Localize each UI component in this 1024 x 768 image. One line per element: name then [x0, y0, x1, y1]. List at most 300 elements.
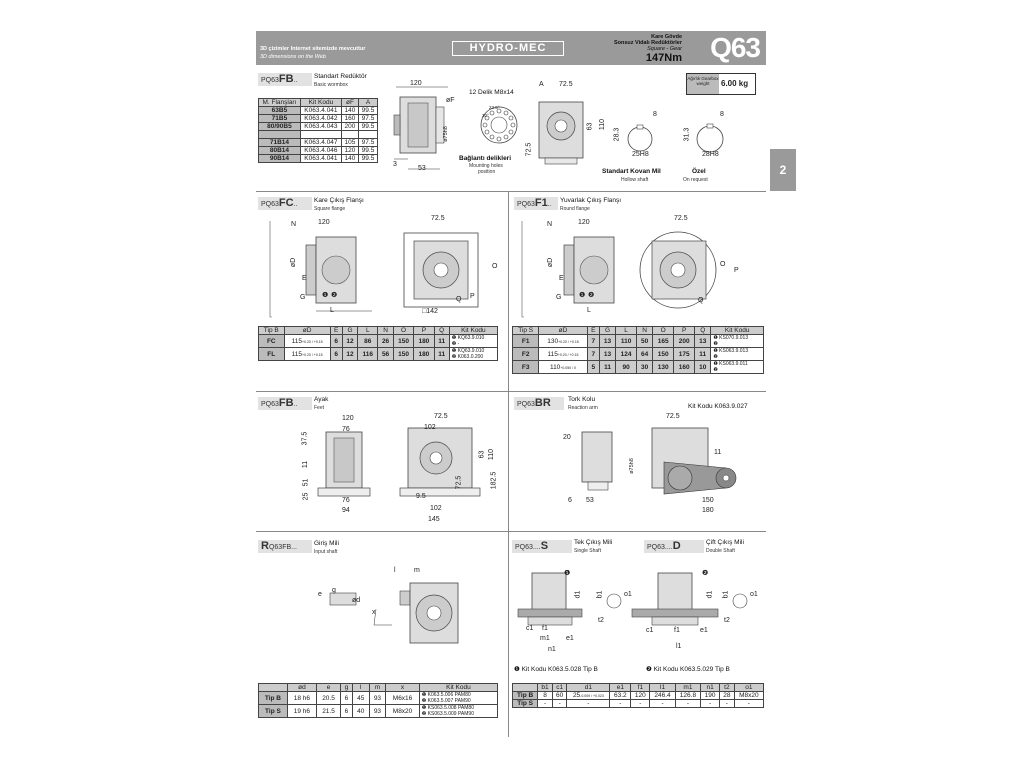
fc-dim-P: P [470, 293, 475, 300]
table-cell: M8x20 [734, 692, 763, 700]
table-cell: Tip S [259, 705, 288, 718]
col-header: L [616, 327, 637, 335]
table-cell: 64 [637, 348, 653, 361]
dim-phiF: øF [446, 97, 455, 104]
rq-subtitle: Input shaft [314, 549, 338, 555]
f1-title: Yuvarlak Çıkış Flanşı [560, 197, 622, 204]
col-header: m1 [675, 684, 700, 692]
table-row [259, 155, 378, 163]
double-dim-d1: d1 [706, 590, 714, 599]
table-cell: - [538, 700, 553, 708]
single-dim-b1: b1 [596, 590, 604, 599]
double-callout: ❷ [702, 570, 709, 577]
br-title: Tork Kolu [568, 396, 596, 403]
shaft2-bore: 28H8 [702, 151, 719, 158]
table-cell: 13 [695, 335, 711, 348]
shaft-table [512, 683, 764, 708]
table-cell: 26 [378, 335, 394, 348]
table-row [259, 348, 498, 361]
cell-value: 115 [291, 337, 302, 345]
table-cell: Tip S [513, 700, 538, 708]
table-row [259, 131, 378, 139]
table-cell: 71B14 [259, 139, 301, 147]
table-cell [449, 335, 497, 348]
fc-callout-1: ❶ [322, 292, 329, 299]
col-header: E [587, 327, 599, 335]
holes-en-1: Mounting holes [469, 163, 503, 169]
f1-tag: PQ63F1.. [514, 197, 558, 210]
divider-v1 [508, 191, 509, 391]
single-dim-f1: f1 [542, 625, 548, 632]
kit-code: ❶ KS063.9.013 [713, 348, 749, 354]
f1-dim-O: O [720, 261, 726, 268]
table-cell: 11 [695, 348, 711, 361]
table-cell: 120 [631, 692, 650, 700]
kit-code: ❷ [713, 367, 718, 373]
cell-tolerance: +0.20 / +0.15 [558, 339, 579, 344]
single-dim-d1: d1 [574, 590, 582, 599]
web-note-tr: 3D çizimler Internet sitemizde mevcuttur [260, 46, 366, 52]
fc-drawing [268, 211, 508, 321]
table-cell: M8x20 [386, 705, 420, 718]
double-dim-o1: o1 [750, 591, 758, 598]
dim-53: 53 [418, 165, 426, 172]
table-cell: 12 [342, 348, 358, 361]
fc-dim-Q: Q [456, 296, 462, 303]
foot-dim-120: 120 [342, 415, 354, 422]
col-header: f1 [631, 684, 650, 692]
col-header: øD [284, 327, 330, 335]
cell-tolerance: +0.050 / 0 [560, 365, 576, 370]
torque-rating: 147Nm [645, 52, 682, 64]
br-dim-75h8: ø75h8 [628, 458, 635, 474]
table-row [513, 692, 764, 700]
kit-code: ❶ KS070.9.013 [713, 335, 749, 341]
table-cell: 90B14 [259, 155, 301, 163]
shaft2-key: 8 [720, 111, 724, 118]
table-cell: 130 [653, 361, 674, 374]
cell-value: 110 [549, 363, 561, 371]
dim-72-5-top: 72.5 [559, 81, 573, 88]
angle-22-5: 22.5° [489, 105, 500, 110]
fc-dim-120: 120 [318, 219, 330, 226]
foot-dim-182-5: 182.5 [490, 471, 498, 490]
table-cell: 10 [695, 361, 711, 374]
foot-dim-76b: 76 [342, 497, 350, 504]
fc-title: Kare Çıkış Flanşı [314, 197, 364, 204]
table-cell: 28 [720, 692, 735, 700]
table-cell: 8 [538, 692, 553, 700]
table-cell [359, 131, 378, 139]
table-cell: 6 [330, 348, 342, 361]
table-cell: F2 [513, 348, 539, 361]
table-cell: 13 [599, 348, 615, 361]
table-cell [567, 692, 610, 700]
br-dim-6: 6 [568, 497, 572, 504]
table-cell: - [650, 700, 675, 708]
weight-box [686, 73, 756, 95]
single-dim-m1: m1 [540, 635, 550, 642]
fc-dim-N: N [291, 221, 297, 228]
table-cell: 7 [587, 348, 599, 361]
table-cell: 80/90B5 [259, 123, 301, 131]
table-row [259, 147, 378, 155]
kit-code: ❶ KS063.5.008 PAM80 [421, 705, 474, 711]
table-cell: 150 [653, 348, 674, 361]
table-cell: Tip B [259, 692, 288, 705]
f1-dim-D: øD [547, 257, 555, 268]
table-cell [284, 348, 330, 361]
table-row [259, 123, 378, 131]
foot-dim-102b: 102 [430, 505, 442, 512]
table-cell: 21.5 [316, 705, 340, 718]
table-cell: 63B5 [259, 107, 301, 115]
foot-dim-94: 94 [342, 507, 350, 514]
table-cell: - [734, 700, 763, 708]
br-subtitle: Reaction arm [568, 405, 598, 411]
col-header: øD [539, 327, 587, 335]
f1-dim-72-5: 72.5 [674, 215, 688, 222]
f1-table [512, 326, 764, 374]
dim-120: 120 [410, 80, 422, 87]
rq-table [258, 683, 498, 718]
table-cell [300, 131, 341, 139]
table-cell [449, 348, 497, 361]
fc-subtitle: Square flange [314, 206, 346, 212]
kit-code: ❷ [713, 341, 718, 347]
table-cell [259, 131, 301, 139]
col-header: Q [434, 327, 449, 335]
type-tr-1: Kare Gövde [651, 34, 682, 40]
table-cell [711, 335, 764, 348]
table-cell: 6 [341, 705, 353, 718]
fc-callout-2: ❷ [331, 292, 338, 299]
cell-value: 25 [572, 692, 581, 699]
table-cell: 190 [701, 692, 720, 700]
double-dim-f1: f1 [674, 627, 680, 634]
table-cell: K063.4.047 [300, 139, 341, 147]
angle-30: 30° [482, 113, 489, 118]
br-dim-72-5: 72.5 [666, 413, 680, 420]
table-row [513, 335, 764, 348]
table-cell: 56 [378, 348, 394, 361]
single-callout: ❶ [564, 570, 571, 577]
cell-value: 115 [547, 350, 558, 358]
kit-code: ❶ KQ63.9.010 [451, 335, 485, 341]
rq-drawing [316, 561, 476, 671]
col-header: A [359, 99, 378, 107]
double-subtitle: Double Shaft [706, 548, 735, 554]
table-cell [539, 348, 587, 361]
table-cell: 180 [414, 335, 434, 348]
kit-code: ❶ KQ63.9.010 [451, 348, 485, 354]
table-row [259, 115, 378, 123]
foot-subtitle: Feet [314, 405, 325, 411]
br-dim-180: 180 [702, 507, 714, 514]
br-dim-20: 20 [563, 434, 571, 441]
br-tag: PQ63BR [514, 397, 564, 410]
table-cell: 150 [393, 348, 413, 361]
shaft1-key: 8 [653, 111, 657, 118]
table-cell [539, 335, 587, 348]
weight-value: 6.00 kg [721, 79, 749, 88]
col-header: e1 [610, 684, 631, 692]
table-cell: 110 [616, 335, 637, 348]
table-cell: - [720, 700, 735, 708]
fb-title: Standart Redüktör [314, 73, 367, 80]
fc-table [258, 326, 498, 361]
kit-code: ❶ K063.5.006 PAM80 [421, 692, 471, 698]
double-dim-l1: l1 [676, 643, 682, 650]
cell-value: - [587, 700, 590, 707]
fc-dim-D: øD [290, 257, 298, 268]
table-cell [419, 705, 497, 718]
shaft-note-1: ❶ Kit Kodu K063.5.028 Tip B [514, 666, 598, 673]
col-header: Tip S [513, 327, 539, 335]
table-cell: 99.5 [359, 155, 378, 163]
table-cell: K063.4.042 [300, 115, 341, 123]
kit-code: ❷ KS063.5.009 PAM90 [421, 711, 474, 717]
mounting-holes-drawing [471, 97, 531, 157]
dim-72-5-side: 72.5 [525, 142, 533, 157]
col-header: Q [695, 327, 711, 335]
table-cell: 97.5 [359, 139, 378, 147]
table-cell: FL [259, 348, 285, 361]
shaft-note-2: ❷ Kit Kodu K063.5.029 Tip B [646, 666, 730, 673]
table-cell: 86 [358, 335, 378, 348]
table-cell: 11 [434, 348, 449, 361]
table-cell: F1 [513, 335, 539, 348]
kit-code: ❷ K063.5.007 PAM90 [421, 698, 471, 704]
table-cell: 12 [342, 335, 358, 348]
cell-tolerance: +0.20 / +0.15 [557, 352, 579, 357]
foot-drawing [296, 416, 496, 526]
table-row [259, 335, 498, 348]
table-cell: K063.4.043 [300, 123, 341, 131]
kit-code: ❶ KS063.9.011 [713, 361, 748, 367]
table-cell: 40 [352, 705, 369, 718]
model-name: Q63 [710, 32, 760, 63]
col-header: t2 [720, 684, 735, 692]
table-cell: 99.5 [359, 107, 378, 115]
foot-dim-72-5: 72.5 [434, 413, 448, 420]
cell-value: 115 [291, 350, 302, 358]
table-cell: 20.5 [316, 692, 340, 705]
f1-callout-2: ❷ [588, 292, 595, 299]
table-cell: K063.4.041 [300, 155, 341, 163]
table-row [513, 361, 764, 374]
table-cell: 60 [552, 692, 567, 700]
fc-dim-L: L [330, 307, 334, 314]
dim-3: 3 [393, 161, 397, 168]
fb-tag: PQ63FB.. [258, 73, 312, 86]
fb-subtitle: Basic wormbox [314, 82, 348, 88]
table-cell: 71B5 [259, 115, 301, 123]
col-header: ød [287, 684, 316, 692]
hollow-shaft-en: Hollow shaft [621, 177, 649, 183]
table-cell: K063.4.041 [300, 107, 341, 115]
foot-dim-76: 76 [342, 426, 350, 433]
br-kit-code: Kit Kodu K063.9.027 [688, 403, 748, 410]
rq-dim-d: ød [352, 597, 361, 604]
table-cell: 5 [587, 361, 599, 374]
col-header: n1 [701, 684, 720, 692]
double-dim-e1: e1 [700, 627, 708, 634]
special-en: On request [683, 177, 708, 183]
table-row [259, 139, 378, 147]
table-cell: 93 [369, 692, 386, 705]
fb-flange-table [258, 98, 378, 163]
hollow-shaft-tr: Standart Kovan Mil [602, 168, 661, 175]
col-header: P [414, 327, 434, 335]
table-cell: 126.8 [675, 692, 700, 700]
double-dim-b1: b1 [722, 590, 730, 599]
rq-title: Giriş Mili [314, 540, 339, 547]
foot-dim-63: 63 [478, 450, 486, 459]
foot-dim-11: 11 [302, 460, 310, 469]
col-header: M. Flanşları [259, 99, 301, 107]
double-dim-c1: c1 [646, 627, 654, 634]
col-header: G [599, 327, 615, 335]
table-row [259, 692, 498, 705]
col-header: Kit Kodu [300, 99, 341, 107]
single-dim-n1: n1 [548, 646, 556, 653]
single-tag: PQ63....S [512, 540, 572, 553]
type-en: Square - Gear [647, 46, 682, 52]
col-header: L [358, 327, 378, 335]
divider-h [256, 191, 766, 192]
cell-tolerance: -0.009 / +0.023 [580, 694, 604, 698]
table-cell: 7 [587, 335, 599, 348]
table-cell: 97.5 [359, 115, 378, 123]
col-header: P [674, 327, 695, 335]
fc-dim-G: G [300, 294, 306, 301]
table-cell: 200 [674, 335, 695, 348]
single-dim-o1: o1 [624, 591, 632, 598]
table-cell: 93 [369, 705, 386, 718]
col-header: O [393, 327, 413, 335]
dim-110: 110 [599, 118, 607, 131]
table-cell: 11 [599, 361, 615, 374]
dim-A: A [539, 81, 544, 88]
fc-dim-72-5: 72.5 [431, 215, 445, 222]
foot-dim-37-5: 37.5 [301, 431, 309, 446]
foot-title: Ayak [314, 396, 329, 403]
col-header: l1 [650, 684, 675, 692]
divider-h2 [256, 391, 766, 392]
table-cell: 19 h6 [287, 705, 316, 718]
col-header: d1 [567, 684, 610, 692]
divider-v3 [508, 531, 509, 737]
table-cell: 246.4 [650, 692, 675, 700]
brand-logo: HYDRO-MEC [452, 41, 564, 56]
fc-tag: PQ63FC.. [258, 197, 312, 210]
table-cell: 180 [414, 348, 434, 361]
f1-dim-E: E [559, 275, 564, 282]
table-cell [539, 361, 587, 374]
table-cell: 116 [358, 348, 378, 361]
foot-dim-25: 25 [302, 492, 310, 501]
col-header: N [378, 327, 394, 335]
kit-code: ❷ [713, 354, 718, 360]
single-title: Tek Çıkış Mili [574, 539, 613, 546]
foot-dim-145: 145 [428, 516, 440, 523]
col-header: Tip B [259, 327, 285, 335]
f1-dim-G: G [556, 294, 562, 301]
table-cell: F3 [513, 361, 539, 374]
table-cell: 45 [352, 692, 369, 705]
rq-dim-g: g [332, 587, 336, 594]
br-drawing [556, 416, 756, 526]
col-header: Kit Kodu [449, 327, 497, 335]
rq-dim-m: m [414, 567, 420, 574]
table-cell: 165 [653, 335, 674, 348]
double-tag: PQ63....D [644, 540, 704, 553]
table-cell [419, 692, 497, 705]
br-dim-150: 150 [702, 497, 714, 504]
br-dim-11: 11 [714, 449, 722, 456]
table-row [513, 700, 764, 708]
rq-dim-l: l [394, 567, 396, 574]
table-cell: FC [259, 335, 285, 348]
rq-dim-e: e [318, 591, 322, 598]
table-cell: 50 [637, 335, 653, 348]
kit-code: ❷ - [451, 341, 460, 347]
table-row [259, 705, 498, 718]
dim-75h8: ø75h8 [442, 126, 449, 142]
hollow-shaft-drawings [616, 117, 736, 167]
table-cell: 105 [341, 139, 358, 147]
f1-dim-Q: Q [698, 297, 704, 304]
f1-dim-120: 120 [578, 219, 590, 226]
table-cell [567, 700, 610, 708]
table-cell: 80B14 [259, 147, 301, 155]
kit-code: ❷ K063.0.200 [451, 354, 484, 360]
single-dim-e1: e1 [566, 635, 574, 642]
col-header: E [330, 327, 342, 335]
rq-tag: RQ63FB... [258, 540, 312, 553]
table-cell: 140 [341, 107, 358, 115]
col-header: o1 [734, 684, 763, 692]
table-cell [284, 335, 330, 348]
shaft1-bore: 25H8 [632, 151, 649, 158]
col-header: b1 [538, 684, 553, 692]
weight-label: Ağırlık Gearbox weight [687, 74, 719, 94]
table-cell [711, 348, 764, 361]
table-cell: 30 [637, 361, 653, 374]
single-dim-t2: t2 [598, 617, 604, 624]
table-cell: 6 [330, 335, 342, 348]
table-cell: 13 [599, 335, 615, 348]
holes-title: 12 Delik M8x14 [469, 89, 514, 96]
col-header: N [637, 327, 653, 335]
fb-front-drawing [531, 86, 611, 176]
table-row [513, 348, 764, 361]
table-cell: K063.4.046 [300, 147, 341, 155]
table-cell: 11 [434, 335, 449, 348]
f1-callout-1: ❶ [579, 292, 586, 299]
special-tr: Özel [692, 168, 706, 175]
chapter-tab[interactable]: 2 [770, 149, 796, 191]
double-title: Çift Çıkış Mili [706, 539, 744, 546]
single-dim-c1: c1 [526, 625, 534, 632]
table-cell: 150 [393, 335, 413, 348]
col-header [259, 684, 288, 692]
type-tr-2: Sonsuz Vidalı Redüktörler [613, 40, 682, 46]
web-note-en: 3D dimensions on the Web [260, 54, 326, 60]
foot-dim-72-5b: 72.5 [455, 475, 463, 490]
f1-subtitle: Round flange [560, 206, 590, 212]
